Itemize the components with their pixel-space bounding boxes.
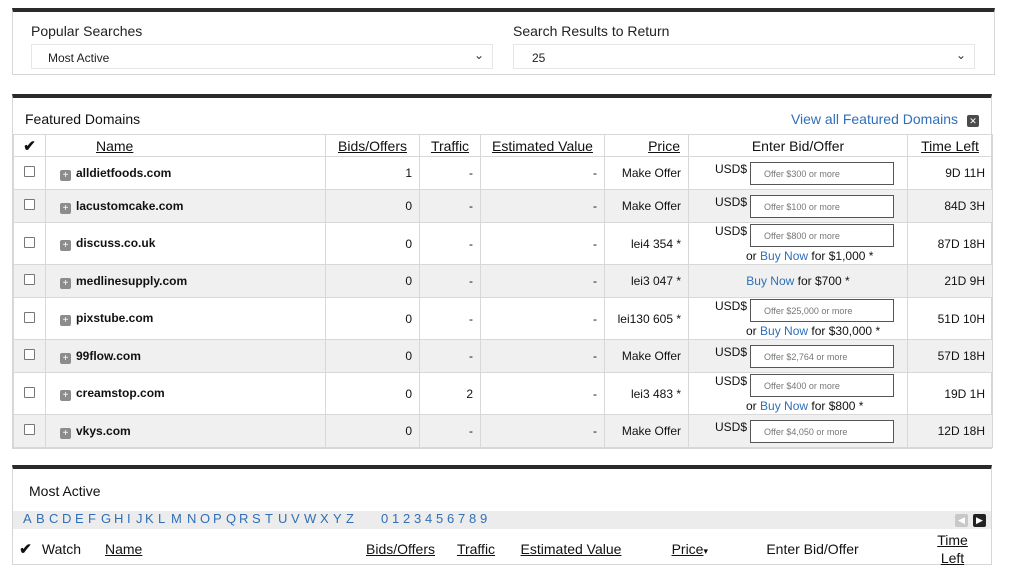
domain-name-link[interactable]: 99flow.com: [76, 348, 141, 363]
time-header-line1: Time: [937, 532, 968, 548]
digit-filter-link[interactable]: 9: [480, 511, 488, 526]
estimated-value-cell: -: [481, 190, 605, 223]
results-count-value: 25: [532, 51, 546, 65]
table-row: [14, 157, 993, 190]
letter-filter-link[interactable]: S: [252, 511, 261, 526]
letter-filter-link[interactable]: M: [171, 511, 182, 526]
estimated-value-column-header[interactable]: Estimated Value: [520, 541, 622, 557]
buy-now-line: [715, 399, 907, 413]
offer-input[interactable]: Offer $800 or more: [750, 224, 894, 247]
offer-input[interactable]: Offer $2,764 or more: [750, 345, 894, 368]
table-row: [14, 223, 993, 265]
popular-searches-label: Popular Searches: [31, 23, 143, 39]
bid-column-header: Enter Bid/Offer: [766, 541, 859, 557]
or-text: or: [746, 399, 757, 413]
bid-column-header: Enter Bid/Offer: [689, 135, 908, 157]
row-checkbox[interactable]: [24, 237, 35, 248]
table-row: [14, 265, 993, 298]
letter-filter-link[interactable]: F: [88, 511, 96, 526]
checkmark-icon: ✔: [19, 541, 32, 558]
bids-cell: 0: [326, 373, 420, 415]
domain-cell: [46, 265, 326, 298]
expand-plus-icon[interactable]: +: [60, 315, 71, 326]
row-checkbox-cell: [14, 373, 46, 415]
letter-filter-link[interactable]: R: [239, 511, 249, 526]
domain-cell: [46, 157, 326, 190]
currency-label: USD$: [715, 299, 748, 313]
price-cell: lei130 605 *: [605, 298, 689, 340]
letter-filter-link[interactable]: U: [278, 511, 288, 526]
currency-label: USD$: [715, 344, 748, 359]
bid-offer-cell: [689, 223, 908, 265]
domain-cell: [46, 340, 326, 373]
row-checkbox-cell: [14, 190, 46, 223]
close-icon[interactable]: ✕: [967, 115, 979, 127]
table-row: [14, 298, 993, 340]
estimated-value-cell: -: [481, 223, 605, 265]
bid-offer-cell: [689, 415, 908, 448]
letter-filter-link[interactable]: A: [23, 511, 32, 526]
price-cell: Make Offer: [605, 157, 689, 190]
domain-name-link[interactable]: pixstube.com: [76, 311, 154, 325]
traffic-cell: 2: [420, 373, 481, 415]
letter-filter-link[interactable]: T: [265, 511, 273, 526]
buy-now-link[interactable]: Buy Now: [760, 249, 809, 263]
expand-plus-icon[interactable]: +: [60, 170, 71, 181]
row-checkbox-cell: [14, 340, 46, 373]
featured-domains-table: [13, 134, 993, 448]
digit-filter-link[interactable]: 3: [414, 511, 422, 526]
offer-input[interactable]: Offer $4,050 or more: [750, 420, 894, 443]
digit-filter-link[interactable]: 1: [392, 511, 400, 526]
bids-cell: 0: [326, 190, 420, 223]
time-left-cell: 84D 3H: [908, 190, 993, 223]
letter-filter-link[interactable]: V: [291, 511, 300, 526]
letter-filter-link[interactable]: Q: [226, 511, 237, 526]
popular-searches-value: Most Active: [48, 51, 110, 65]
digit-filter-link[interactable]: 6: [447, 511, 455, 526]
estimated-value-column-header[interactable]: Estimated Value: [481, 135, 605, 157]
letter-filter-link[interactable]: K: [145, 511, 154, 526]
row-checkbox[interactable]: [24, 312, 35, 323]
price-cell: Make Offer: [605, 415, 689, 448]
expand-plus-icon[interactable]: +: [60, 278, 71, 289]
price-column-header[interactable]: Price: [605, 135, 689, 157]
previous-page-button[interactable]: ◀: [955, 514, 968, 527]
most-active-title: Most Active: [29, 483, 101, 499]
table-row: [14, 340, 993, 373]
time-left-cell: 12D 18H: [908, 415, 993, 448]
popular-searches-select[interactable]: [31, 44, 493, 69]
name-column-header[interactable]: Name: [46, 135, 326, 157]
row-checkbox[interactable]: [24, 349, 35, 360]
row-checkbox-cell: [14, 265, 46, 298]
bids-column-header[interactable]: Bids/Offers: [366, 541, 435, 557]
domain-name-link[interactable]: creamstop.com: [76, 386, 165, 400]
row-checkbox-cell: [14, 157, 46, 190]
letter-filter-link[interactable]: L: [158, 511, 166, 526]
buy-now-price: for $30,000 *: [811, 324, 881, 338]
traffic-cell: -: [420, 157, 481, 190]
offer-input[interactable]: Offer $400 or more: [750, 374, 894, 397]
bid-offer-cell: [689, 157, 908, 190]
row-checkbox[interactable]: [24, 166, 35, 177]
price-cell: lei3 047 *: [605, 265, 689, 298]
letter-filter-link[interactable]: N: [187, 511, 197, 526]
table-row: [14, 373, 993, 415]
estimated-value-cell: -: [481, 373, 605, 415]
domain-cell: [46, 223, 326, 265]
bid-offer-cell: [689, 340, 908, 373]
row-checkbox[interactable]: [24, 199, 35, 210]
bids-cell: 0: [326, 298, 420, 340]
estimated-value-cell: -: [481, 415, 605, 448]
letter-filter-link[interactable]: X: [320, 511, 329, 526]
time-left-cell: 21D 9H: [908, 265, 993, 298]
featured-domains-title: Featured Domains: [25, 111, 141, 127]
search-options-panel: [12, 8, 995, 75]
buy-now-link[interactable]: Buy Now: [760, 399, 809, 413]
digit-filter-link[interactable]: 0: [381, 511, 389, 526]
name-column-header[interactable]: Name: [105, 541, 143, 557]
next-page-button[interactable]: ▶: [973, 514, 986, 527]
digit-filter-link[interactable]: 8: [469, 511, 477, 526]
alphabet-filter-bar: [13, 511, 991, 529]
digit-filter-link[interactable]: 7: [458, 511, 466, 526]
chevron-down-icon: ⌄: [473, 48, 484, 62]
currency-label: USD$: [715, 419, 748, 434]
domain-name-link[interactable]: vkys.com: [76, 423, 131, 438]
bids-column-header[interactable]: Bids/Offers: [326, 135, 420, 157]
letter-filter-link[interactable]: E: [75, 511, 84, 526]
checkmark-icon: ✔: [23, 137, 36, 155]
price-header-label: Price: [671, 541, 704, 557]
time-left-cell: 87D 18H: [908, 223, 993, 265]
results-count-select[interactable]: [513, 44, 975, 69]
expand-plus-icon[interactable]: +: [60, 240, 71, 251]
letter-filter-link[interactable]: Z: [346, 511, 354, 526]
row-checkbox-cell: [14, 415, 46, 448]
estimated-value-cell: -: [481, 298, 605, 340]
expand-plus-icon[interactable]: +: [60, 390, 71, 401]
or-text: or: [746, 249, 757, 263]
traffic-cell: -: [420, 265, 481, 298]
buy-now-price: for $800 *: [811, 399, 864, 413]
traffic-cell: -: [420, 340, 481, 373]
sort-down-icon: ▾: [703, 546, 708, 556]
bids-cell: 1: [326, 157, 420, 190]
buy-now-price: for $1,000 *: [811, 249, 874, 263]
bids-cell: 0: [326, 223, 420, 265]
digit-filter-link[interactable]: 4: [425, 511, 433, 526]
row-checkbox[interactable]: [24, 424, 35, 435]
offer-input[interactable]: Offer $100 or more: [750, 195, 894, 218]
table-row: [14, 415, 993, 448]
buy-now-price: for $700 *: [797, 274, 850, 288]
letter-filter-link[interactable]: J: [136, 511, 143, 526]
domain-name-link[interactable]: medlinesupply.com: [76, 273, 188, 288]
row-checkbox-cell: [14, 298, 46, 340]
traffic-cell: -: [420, 223, 481, 265]
letter-filter-link[interactable]: H: [114, 511, 124, 526]
row-checkbox[interactable]: [24, 274, 35, 285]
domain-name-link[interactable]: lacustomcake.com: [76, 198, 184, 213]
most-active-panel: [12, 465, 992, 565]
time-left-cell: 9D 11H: [908, 157, 993, 190]
buy-now-link[interactable]: Buy Now: [746, 274, 795, 288]
offer-input[interactable]: Offer $25,000 or more: [750, 299, 894, 322]
traffic-column-header[interactable]: Traffic: [456, 541, 496, 557]
domain-name-link[interactable]: alldietfoods.com: [76, 165, 172, 180]
buy-now-line: [715, 249, 907, 263]
price-cell: lei3 483 *: [605, 373, 689, 415]
traffic-cell: -: [420, 415, 481, 448]
table-row: [14, 190, 993, 223]
time-left-cell: 57D 18H: [908, 340, 993, 373]
traffic-cell: -: [420, 298, 481, 340]
price-cell: Make Offer: [605, 190, 689, 223]
currency-label: USD$: [715, 374, 748, 388]
domain-cell: [46, 298, 326, 340]
currency-label: USD$: [715, 224, 748, 238]
results-count-label: Search Results to Return: [513, 23, 670, 39]
chevron-down-icon: ⌄: [955, 48, 966, 62]
digit-filter-link[interactable]: 2: [403, 511, 411, 526]
bid-offer-cell: [689, 298, 908, 340]
featured-domains-panel: [12, 94, 992, 449]
price-cell: lei4 354 *: [605, 223, 689, 265]
traffic-cell: -: [420, 190, 481, 223]
row-checkbox[interactable]: [24, 387, 35, 398]
view-all-featured-link[interactable]: View all Featured Domains: [790, 111, 958, 127]
expand-plus-icon[interactable]: +: [60, 428, 71, 439]
time-left-cell: 19D 1H: [908, 373, 993, 415]
domain-cell: [46, 190, 326, 223]
currency-label: USD$: [715, 194, 748, 209]
letter-filter-link[interactable]: I: [127, 511, 131, 526]
letter-filter-link[interactable]: O: [200, 511, 211, 526]
bid-offer-cell: [689, 265, 908, 298]
bids-cell: 0: [326, 415, 420, 448]
letter-filter-link[interactable]: D: [62, 511, 72, 526]
estimated-value-cell: -: [481, 265, 605, 298]
letter-filter-link[interactable]: B: [36, 511, 45, 526]
bid-offer-cell: [689, 373, 908, 415]
estimated-value-cell: -: [481, 157, 605, 190]
estimated-value-cell: -: [481, 340, 605, 373]
letter-filter-link[interactable]: Y: [333, 511, 342, 526]
or-text: or: [746, 324, 757, 338]
letter-filter-link[interactable]: G: [101, 511, 112, 526]
letter-filter-link[interactable]: W: [304, 511, 317, 526]
buy-now-link[interactable]: Buy Now: [760, 324, 809, 338]
buy-now-line: [689, 274, 907, 288]
time-header-line2: Left: [940, 550, 965, 566]
domain-cell: [46, 415, 326, 448]
traffic-column-header[interactable]: Traffic: [420, 135, 481, 157]
expand-plus-icon[interactable]: +: [60, 203, 71, 214]
buy-now-line: [715, 324, 907, 338]
bid-offer-cell: [689, 190, 908, 223]
letter-filter-link[interactable]: C: [49, 511, 59, 526]
select-all-header[interactable]: [14, 135, 46, 157]
bids-cell: 0: [326, 265, 420, 298]
time-left-column-header[interactable]: Time Left: [908, 135, 993, 157]
bids-cell: 0: [326, 340, 420, 373]
row-checkbox-cell: [14, 223, 46, 265]
domain-cell: [46, 373, 326, 415]
digit-filter-link[interactable]: 5: [436, 511, 444, 526]
currency-label: USD$: [715, 161, 748, 176]
letter-filter-link[interactable]: P: [213, 511, 222, 526]
expand-plus-icon[interactable]: +: [60, 353, 71, 364]
offer-input[interactable]: Offer $300 or more: [750, 162, 894, 185]
time-left-cell: 51D 10H: [908, 298, 993, 340]
domain-name-link[interactable]: discuss.co.uk: [76, 236, 156, 250]
watch-column-header: Watch: [41, 541, 82, 557]
price-cell: Make Offer: [605, 340, 689, 373]
